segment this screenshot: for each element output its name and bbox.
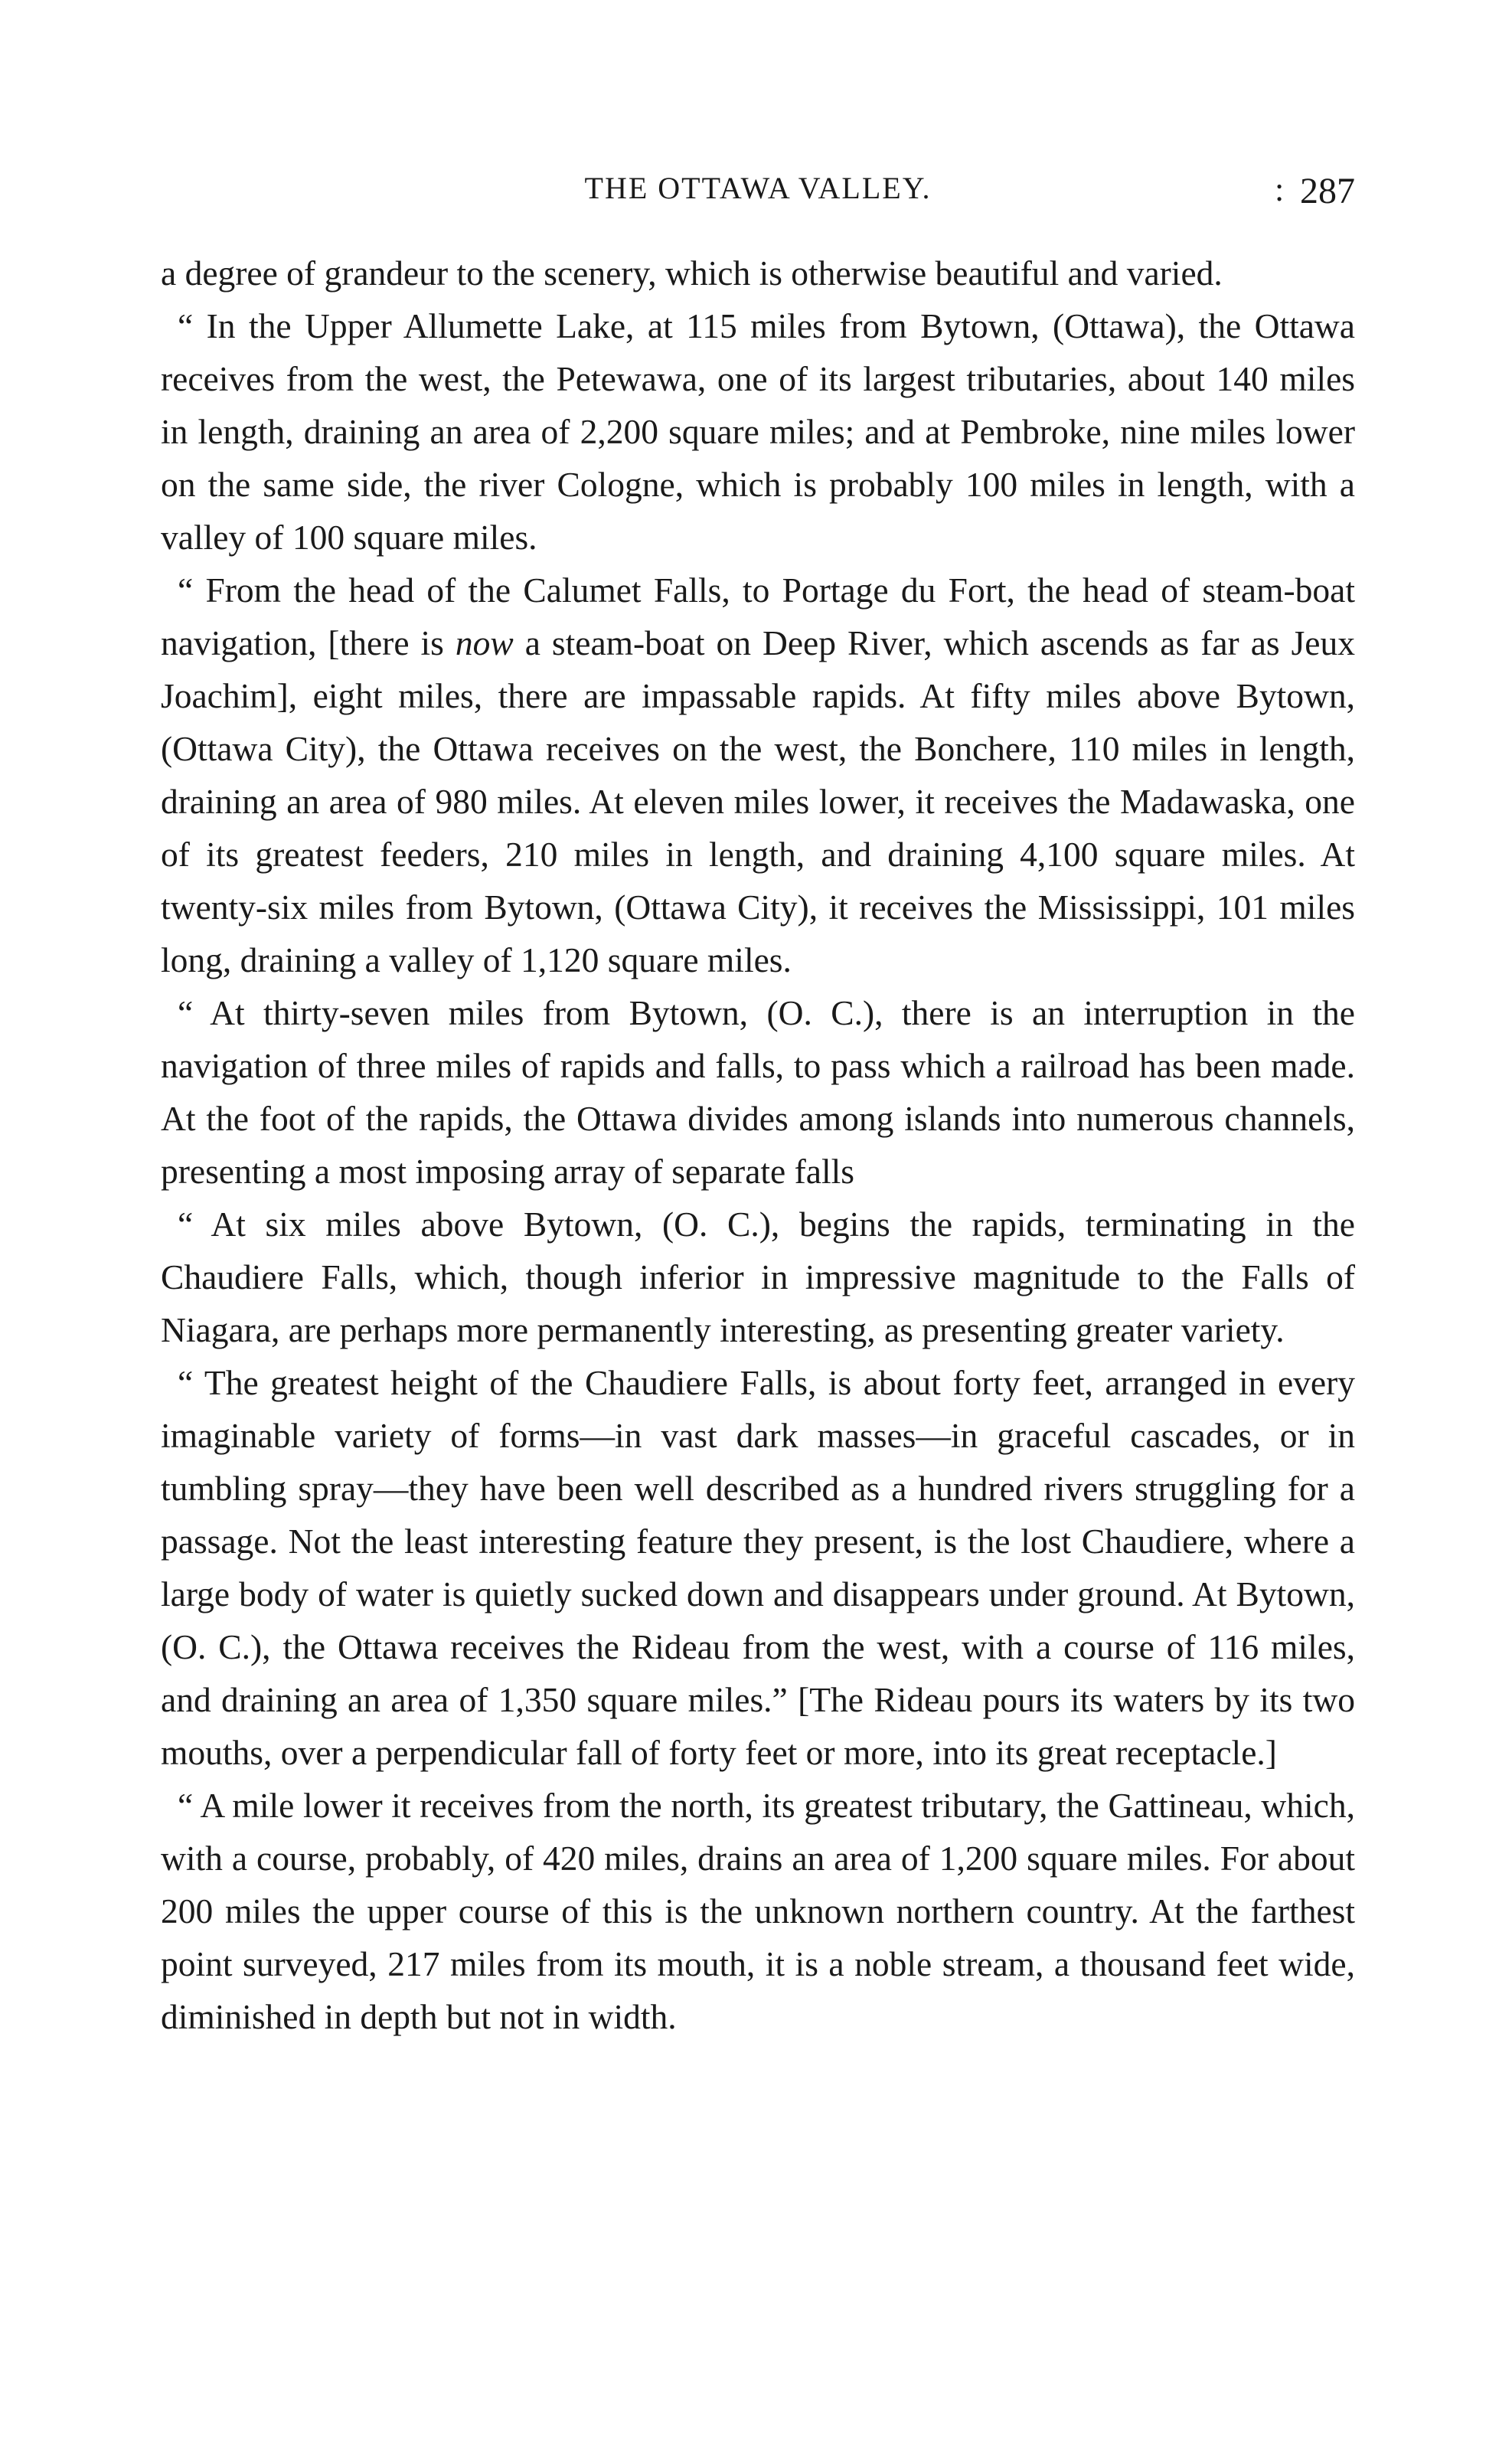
body-text <box>161 247 1355 2043</box>
paragraph-six-miles: “ At six miles above Bytown, (O. C.), begins the rapids, terminating in the Chaudiere Falls, which, though inferior in impressive magnitude to the Falls of Niagara, are perhaps more permanently interesting, as presenting greater variety. <box>161 1205 1355 1349</box>
header-separator: : <box>1275 171 1285 208</box>
paragraph-calumet-falls-part-2: a steam-boat on Deep River, which ascends as far as Jeux Joachim], eight miles, there are impassable rapids. At fifty miles above Bytown, (Ottawa City), the Ottawa receives on the west, the Bonchere, 110 miles in length, draining an area of 980 miles. At eleven miles lower, it receives the Madawaska, one of its greatest feeders, 210 miles in length, and draining 4,100 square miles. At twenty-six miles from Bytown, (Ottawa City), it receives the Mississippi, 101 miles long, draining a valley of 1,120 square miles. <box>161 623 1355 979</box>
paragraph-thirty-seven-miles: “ At thirty-seven miles from Bytown, (O. C.), there is an interruption in the navigation of three miles of rapids and falls, to pass which a railroad has been made. At the foot of the rapids, the Ottawa divides among islands into numerous channels, presenting a most imposing array of separate falls <box>161 993 1355 1191</box>
paragraph-chaudiere-falls: “ The greatest height of the Chaudiere Falls, is about forty feet, arranged in every imaginable variety of forms—in vast dark masses—in graceful cascades, or in tumbling spray—they have been well described as a hundred rivers struggling for a passage. Not the least interesting feature they present, is the lost Chaudiere, where a large body of water is quietly sucked down and disappears under ground. At Bytown, (O. C.), the Ottawa receives the Rideau from the west, with a course of 116 miles, and draining an area of 1,350 square miles.” [The Rideau pours its waters by its two mouths, over a perpendicular fall of forty feet or more, into its great receptacle.] <box>161 1363 1355 1772</box>
running-header <box>161 170 1355 216</box>
italic-word-now: now <box>455 623 514 662</box>
running-title: THE OTTAWA VALLEY. <box>584 171 932 205</box>
paragraph-calumet-falls <box>161 564 1355 986</box>
paragraph-gattineau: “ A mile lower it receives from the north, its greatest tributary, the Gattineau, which, with a course, probably, of 420 miles, drains an area of 1,200 square miles. For about 200 miles the upper course of this is the unknown northern country. At the farthest point surveyed, 217 miles from its mouth, it is a noble stream, a thousand feet wide, diminished in depth but not in width. <box>161 1786 1355 2036</box>
paragraph-calumet-falls-part-1: “ From the head of the Calumet Falls, to Portage du Fort, the head of steam-boat navigation, [there is <box>161 570 1355 662</box>
paragraph-continuation: a degree of grandeur to the scenery, which is otherwise beautiful and varied. <box>161 253 1223 293</box>
paragraph-upper-allumette: “ In the Upper Allumette Lake, at 115 miles from Bytown, (Ottawa), the Ottawa receives from the west, the Petewawa, one of its largest tributaries, about 140 miles in length, draining an area of 2,200 square miles; and at Pembroke, nine miles lower on the same side, the river Cologne, which is probably 100 miles in length, with a valley of 100 square miles. <box>161 306 1355 557</box>
page-number: 287 <box>1300 171 1355 211</box>
